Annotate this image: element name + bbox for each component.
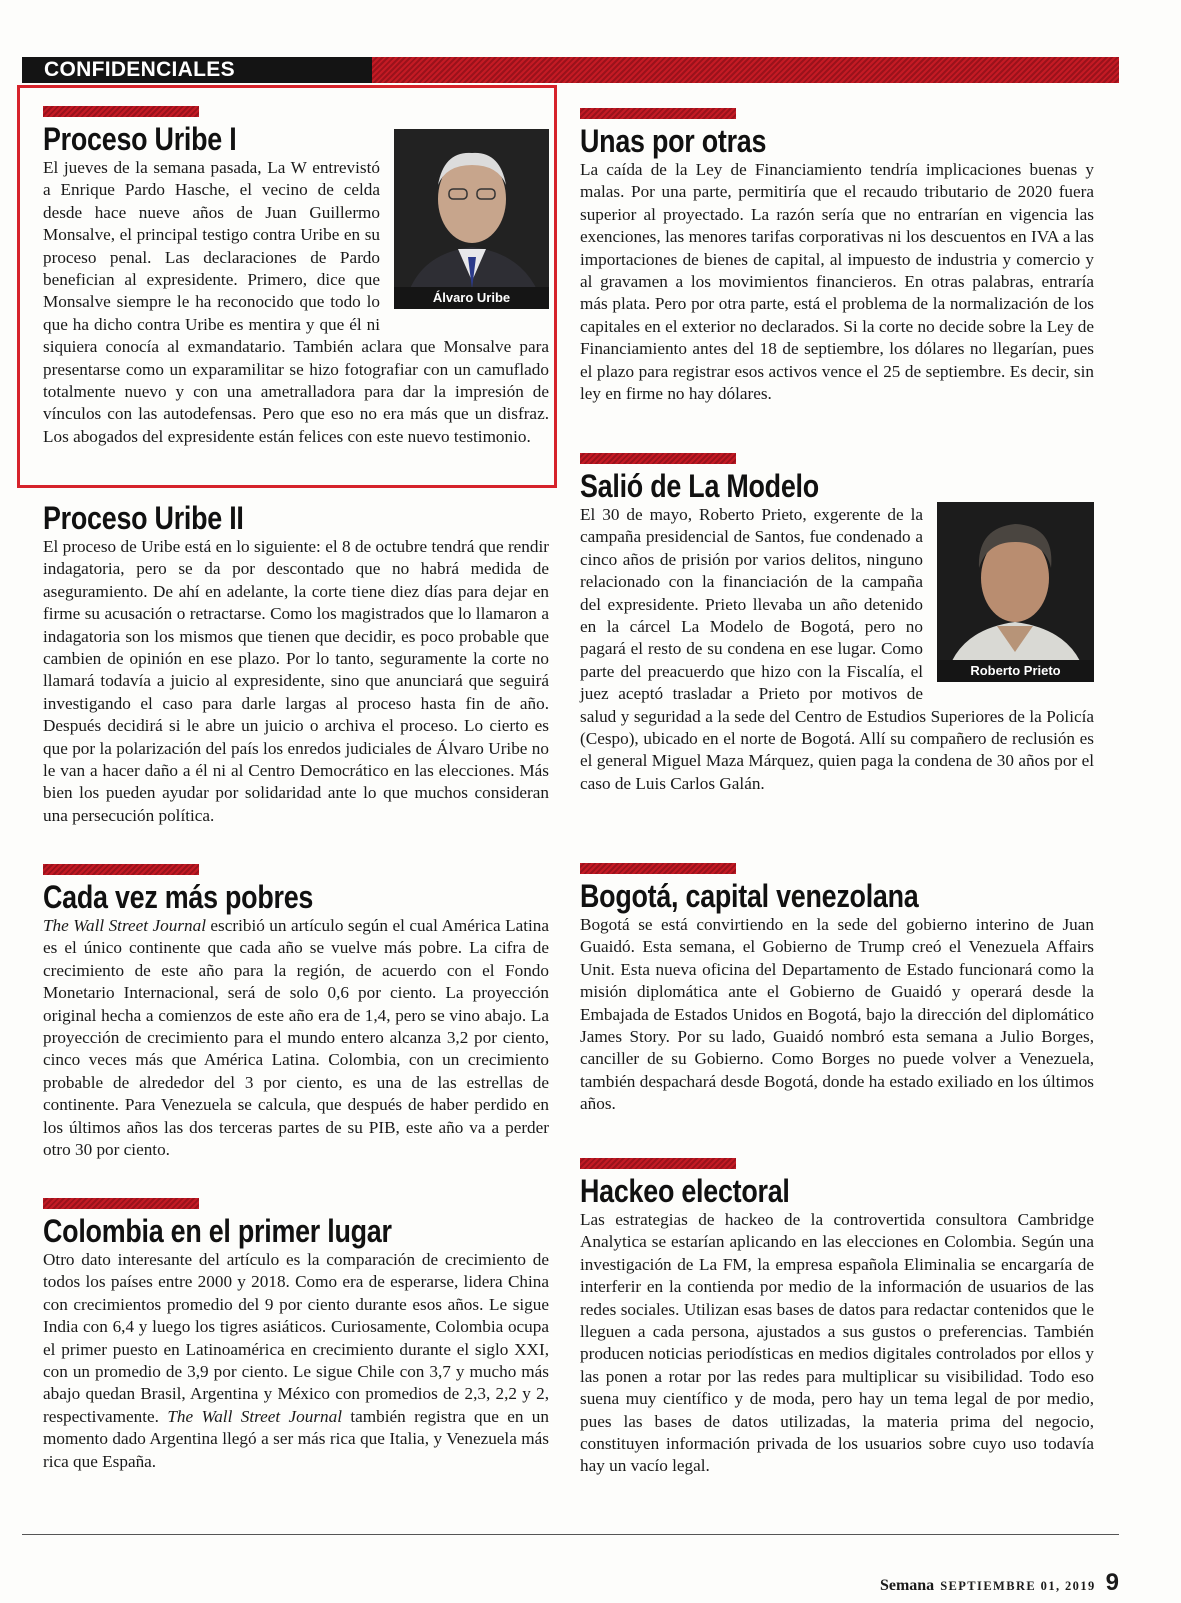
article-bogota-capital-venezolana [580,863,1094,1116]
publication-name: The Wall Street Journal [167,1406,343,1426]
article-body: Las estrategias de hackeo de la controvertida consultora Cambridge Analytica se estarían aplicando en las elecciones en Colombia. Según una investigación de La FM, la empresa española Eliminalia se encargaría de interferir en la contienda por medio de la información de usuarios de las redes sociales. Utilizan esas bases de datos para redactar contenidos que le lleguen a cada persona, ajustados a sus gustos o preferencias. También producen noticias periodísticas en medios digitales controlados por ellos y las ponen a rotar por las redes para multiplicar su visibilidad. Todo eso suena muy científico y de moda, pero hay un tema legal de por medio, pues las bases de datos utilizadas, la materia prima del negocio, constituyen información privada de los usuarios sobre cuyo uso todavía hay un vacío legal. [580,1210,1094,1476]
magazine-name: Semana [879,1577,935,1594]
section-label: CONFIDENCIALES [22,57,372,83]
article-title: Bogotá, capital venezolana [580,878,919,914]
article-title: Salió de La Modelo [580,468,819,504]
article-title: Cada vez más pobres [43,879,314,915]
portrait-image [937,502,1094,682]
issue-date: SEPTIEMBRE 01, 2019 [940,1579,1096,1593]
article-title: Unas por otras [580,123,767,159]
footer-rule [22,1534,1119,1535]
article-cada-vez-mas-pobres [43,864,549,1161]
article-bar [43,1198,199,1209]
article-title: Colombia en el primer lugar [43,1213,392,1249]
page-footer [880,1569,1119,1597]
article-proceso-uribe-2 [43,500,549,827]
article-title: Hackeo electoral [580,1173,790,1209]
photo-alvaro-uribe [394,129,549,309]
article-title: Proceso Uribe II [43,500,244,536]
article-unas-por-otras [580,108,1094,405]
article-body [43,1249,549,1473]
article-body: El proceso de Uribe está en lo siguiente: el 8 de octubre tendrá que rendir indagatoria, pero se da por descontado que no habrá medida de aseguramiento. De ahí en adelante, la corte tiene diez días para dejar en firme su acusación o retractarse. Como los magistrados que lo llamaron a indagatoria son los mismos que tienen que decidir, es poco probable que cambien de opinión en ese plazo. Por lo tanto, seguramente la corte no llamará todavía a juicio al expresidente, sino que anunciará que seguirá investigando el caso para darle largas al proceso hasta fin de año. Después decidirá si le abre un juicio o archiva el proceso. Lo cierto es que por la polarización del país los enredos judiciales de Álvaro Uribe no le van a hacer daño a él ni al Centro Democrático en las elecciones. Más bien los pueden ayudar por solidaridad ante lo que muchos consideran una persecución política. [43,537,549,825]
article-body: El jueves de la semana pasada, La W entrevistó a Enrique Pardo Hasche, el vecino de celda desde hace nueve años de Juan Guillermo Monsalve, el principal testigo contra Uribe en su proceso penal. Las declaraciones de Pardo benefician al expresidente. Primero, dice que Monsalve siempre le ha reconocido que todo lo que ha dicho contra Uribe es mentira y que él ni siquiera conocía al exmandatario. También aclara que Monsalve para presentarse como un exparamilitar se hizo fotografiar con un camuflado totalmente nuevo y con una ametralladora para dar la impresión de vínculos con las autodefensas. Pero que eso no era más que un disfraz. Los abogados del expresidente están felices con este nuevo testimonio. [43,158,549,446]
page-number: 9 [1105,1569,1119,1596]
article-bar [580,108,736,119]
article-body-text: escribió un artículo según el cual América Latina es el único continente que cada año se vuelve más pobre. La cifra de crecimiento de este año para la región, de acuerdo con el Fondo Monetario Internacional, será de solo 0,6 por ciento. La proyección original hecha a comienzos de este año era de 1,4, pero se vino abajo. La proyección de crecimiento para el mundo entero alcanza 3,2 por ciento, cinco veces más que América Latina. Colombia, con un crecimiento probable de alrededor del 3 por ciento, es una de las estrellas de continente. Para Venezuela se calcula, que después de haber perdido en los últimos años las dos terceras partes de su PIB, este año va a perder otro 30 por ciento. [43,916,549,1160]
article-body: Bogotá se está convirtiendo en la sede del gobierno interino de Juan Guaidó. Esta semana, el Gobierno de Trump creó el Venezuela Affairs Unit. Esta nueva oficina del Departamento de Estado funcionará como la misión diplomática ante el Gobierno de Guaidó y operará desde la Embajada de Estados Unidos en Bogotá, bajo la dirección del diplomático James Story. Por su lado, Guaidó nombró esta semana a Julio Borges, canciller de su Gobierno. Como Borges no puede volver a Venezuela, también despachará desde Bogotá, donde ha estado exiliado en los últimos años. [580,915,1094,1114]
article-title: Proceso Uribe I [43,121,237,157]
article-bar [580,863,736,874]
article-body: El 30 de mayo, Roberto Prieto, exgerente de la campaña presidencial de Santos, fue condenado a cinco años de prisión por varios delitos, ninguno relacionado con la financiación de la campaña del expresidente. Prieto llevaba un año detenido en la cárcel La Modelo de Bogotá, pero no pagará el resto de su condena en ese lugar. Como parte del preacuerdo que hizo con la Fiscalía, el juez aceptó trasladar a Prieto por motivos de salud y seguridad a la sede del Centro de Estudios Superiores de la Policía (Cespo), ubicado en el norte de Bogotá. Allí su compañero de reclusión es el general Miguel Maza Márquez, quien paga la condena de 30 años por el caso de Luis Carlos Galán. [580,505,1094,793]
photo-caption: Roberto Prieto [937,660,1094,682]
publication-name: The Wall Street Journal [43,916,206,935]
article-body: La caída de la Ley de Financiamiento tendría implicaciones buenas y malas. Por una parte, permitiría que el recaudo tributario de 2020 fuera superior al proyectado. La razón sería que no entrarían en vigencia las exenciones, las menores tarifas corporativas ni los descuentos en IVA a las importaciones de bienes de capital, al impuesto de industria y comercio y al gravamen a los movimientos financieros. En otras palabras, entraría más plata. Pero por otra parte, está el problema de la normalización de los capitales en el exterior no declarados. Si la corte no decide sobre la Ley de Financiamiento antes del 18 de septiembre, los dólares no llegarían, pues el plazo para registrar esos activos vence el 25 de septiembre. Es decir, sin ley en firme no hay dólares. [580,160,1094,404]
section-banner [22,57,1119,83]
article-bar [580,453,736,464]
article-proceso-uribe-1 [43,106,549,448]
photo-roberto-prieto [937,502,1094,682]
portrait-image [394,129,549,309]
article-hackeo-electoral [580,1158,1094,1478]
article-body-text: también registra que en un momento dado Argentina llegó a ser más rica que Italia, y Venezuela más rica que España. [43,1406,549,1471]
article-body [43,915,549,1161]
article-salio-de-la-modelo [580,453,1094,795]
article-bar [580,1158,736,1169]
article-body-text: Otro dato interesante del artículo es la comparación de crecimiento de todos los países entre 2000 y 2018. Como era de esperarse, lidera China con crecimientos promedio del 9 por ciento durante esos años. Le sigue India con 6,4 y luego los tigres asiáticos. Curiosamente, Colombia ocupa el primer puesto en Latinoamérica en crecimiento durante el siglo XXI, con un promedio de 3,9 por ciento. Le sigue Chile con 3,7 y mucho más abajo quedan Brasil, Argentina y México con promedios de 2,3, 2,2 y 2, respectivamente. [43,1250,549,1426]
article-bar [43,106,199,117]
photo-caption: Álvaro Uribe [394,287,549,309]
article-colombia-primer-lugar [43,1198,549,1473]
article-bar [43,864,199,875]
